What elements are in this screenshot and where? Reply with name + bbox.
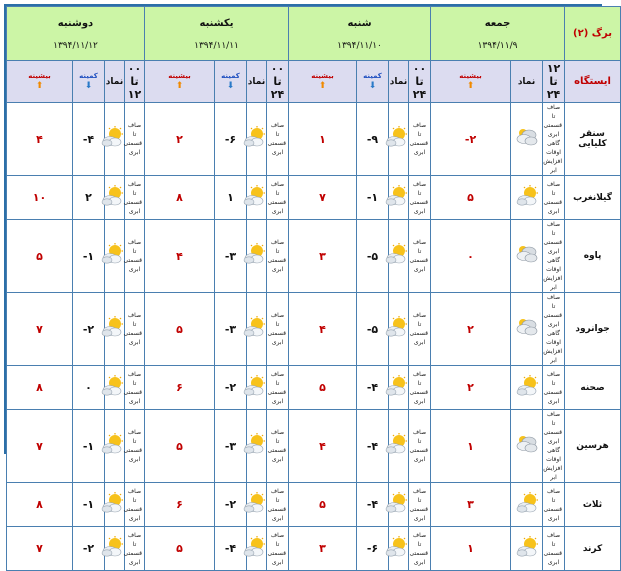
max-temp: ۵ bbox=[145, 410, 215, 483]
station-name: هرسین bbox=[565, 410, 621, 483]
forecast-table-body bbox=[7, 7, 621, 571]
time-range: ۰۰ تا ۲۴ bbox=[409, 61, 431, 103]
max-temp: ۷ bbox=[7, 410, 73, 483]
time-range: ۱۲ تا ۲۴ bbox=[543, 61, 565, 103]
arrow-down-icon: ⬇ bbox=[226, 80, 235, 91]
min-temp: ۴- bbox=[357, 483, 389, 527]
min-temp: ۰ bbox=[73, 366, 105, 410]
weather-symbol-cell bbox=[389, 103, 409, 176]
weather-symbol-cell bbox=[105, 483, 125, 527]
day-date: ۱۳۹۴/۱۱/۱۰ bbox=[337, 41, 382, 51]
max-temp: ۶ bbox=[145, 483, 215, 527]
weather-symbol-cell bbox=[247, 293, 267, 366]
partly-cloudy-icon bbox=[242, 316, 266, 342]
partly-cloudy-icon bbox=[100, 185, 124, 211]
condition-text: صاف تا قسمتی ابری bbox=[409, 220, 431, 293]
min-header bbox=[215, 61, 247, 103]
partly-cloudy-icon bbox=[242, 536, 266, 562]
min-temp: ۲- bbox=[73, 293, 105, 366]
partly-cloudy-icon bbox=[100, 536, 124, 562]
day-header-1 bbox=[431, 7, 565, 61]
arrow-up-icon: ⬆ bbox=[466, 80, 475, 91]
weather-symbol-cell bbox=[105, 103, 125, 176]
condition-text: صاف تا قسمتی ابری bbox=[125, 410, 145, 483]
partly-cloudy-icon bbox=[384, 316, 408, 342]
partly-cloudy-icon bbox=[515, 375, 539, 401]
weather-symbol-cell bbox=[389, 410, 409, 483]
partly-cloudy-icon bbox=[384, 126, 408, 152]
min-temp: ۳- bbox=[215, 293, 247, 366]
column-header-row bbox=[7, 61, 621, 103]
condition-text: صاف تا قسمتی ابری bbox=[267, 176, 289, 220]
min-temp: ۳- bbox=[215, 220, 247, 293]
partly-cloudy-icon bbox=[384, 433, 408, 459]
weather-symbol-cell bbox=[511, 527, 543, 571]
partly-cloudy-icon bbox=[515, 536, 539, 562]
forecast-table bbox=[6, 6, 621, 571]
condition-text: صاف تا قسمتی ابری گاهی اوقات افزایش ابر bbox=[543, 220, 565, 293]
partly-cloudy-icon bbox=[515, 492, 539, 518]
max-temp: ۲ bbox=[431, 293, 511, 366]
min-temp: ۲ bbox=[73, 176, 105, 220]
time-range: ۰۰ تا ۱۲ bbox=[125, 61, 145, 103]
weather-symbol-cell bbox=[247, 220, 267, 293]
condition-text: صاف تا قسمتی ابری گاهی اوقات افزایش ابر bbox=[543, 103, 565, 176]
weather-symbol-cell bbox=[389, 220, 409, 293]
weather-symbol-cell bbox=[105, 176, 125, 220]
max-temp: ۵ bbox=[145, 293, 215, 366]
max-label: بیشینه bbox=[28, 71, 51, 80]
condition-text: صاف تا قسمتی ابری گاهی اوقات افزایش ابر bbox=[543, 410, 565, 483]
max-label: بیشینه bbox=[459, 71, 482, 80]
condition-text: صاف تا قسمتی ابری bbox=[409, 527, 431, 571]
partly-cloudy-icon bbox=[384, 243, 408, 269]
partly-cloudy-icon bbox=[242, 243, 266, 269]
min-temp: ۲- bbox=[215, 366, 247, 410]
condition-text: صاف تا قسمتی ابری bbox=[267, 527, 289, 571]
min-temp: ۱- bbox=[73, 220, 105, 293]
day-header-4 bbox=[7, 7, 145, 61]
max-temp: ۷ bbox=[7, 293, 73, 366]
max-temp: ۰ bbox=[431, 220, 511, 293]
condition-text: صاف تا قسمتی ابری bbox=[267, 220, 289, 293]
arrow-down-icon: ⬇ bbox=[368, 80, 377, 91]
station-name: ثلاث bbox=[565, 483, 621, 527]
forecast-sheet bbox=[4, 4, 613, 566]
weather-symbol-cell bbox=[105, 527, 125, 571]
max-temp: ۴ bbox=[289, 410, 357, 483]
partly-cloudy-icon bbox=[515, 185, 539, 211]
condition-text: صاف تا قسمتی ابری گاهی اوقات افزایش ابر bbox=[543, 293, 565, 366]
max-temp: ۷ bbox=[289, 176, 357, 220]
max-temp: ۷ bbox=[7, 527, 73, 571]
condition-text: صاف تا قسمتی ابری bbox=[125, 220, 145, 293]
partly-cloudy-icon bbox=[100, 243, 124, 269]
partly-cloudy-icon bbox=[384, 375, 408, 401]
partly-cloudy-icon bbox=[242, 126, 266, 152]
symbol-header: نماد bbox=[511, 61, 543, 103]
max-temp: ۲- bbox=[431, 103, 511, 176]
cloudy-icon bbox=[515, 316, 539, 342]
max-temp: ۳ bbox=[289, 220, 357, 293]
station-name: صحنه bbox=[565, 366, 621, 410]
min-temp: ۲- bbox=[73, 527, 105, 571]
weather-symbol-cell bbox=[247, 366, 267, 410]
symbol-header: نماد bbox=[105, 61, 125, 103]
condition-text: صاف تا قسمتی ابری bbox=[125, 527, 145, 571]
partly-cloudy-icon bbox=[242, 433, 266, 459]
min-temp: ۲- bbox=[215, 483, 247, 527]
condition-text: صاف تا قسمتی ابری bbox=[543, 176, 565, 220]
min-temp: ۱ bbox=[215, 176, 247, 220]
weather-symbol-cell bbox=[389, 483, 409, 527]
partly-cloudy-icon bbox=[100, 433, 124, 459]
max-temp: ۴ bbox=[145, 220, 215, 293]
station-name: پاوه bbox=[565, 220, 621, 293]
min-temp: ۶- bbox=[357, 527, 389, 571]
condition-text: صاف تا قسمتی ابری bbox=[267, 293, 289, 366]
cloudy-icon bbox=[515, 243, 539, 269]
condition-text: صاف تا قسمتی ابری bbox=[125, 103, 145, 176]
max-header bbox=[145, 61, 215, 103]
max-header bbox=[7, 61, 73, 103]
weather-symbol-cell bbox=[247, 176, 267, 220]
max-temp: ۲ bbox=[431, 366, 511, 410]
weather-symbol-cell bbox=[105, 410, 125, 483]
arrow-up-icon: ⬆ bbox=[35, 80, 44, 91]
min-temp: ۱- bbox=[357, 176, 389, 220]
weather-symbol-cell bbox=[247, 410, 267, 483]
weather-symbol-cell bbox=[247, 483, 267, 527]
table-row bbox=[7, 293, 621, 366]
weather-symbol-cell bbox=[511, 103, 543, 176]
condition-text: صاف تا قسمتی ابری bbox=[125, 366, 145, 410]
max-temp: ۶ bbox=[145, 366, 215, 410]
max-temp: ۳ bbox=[431, 483, 511, 527]
max-temp: ۵ bbox=[145, 527, 215, 571]
symbol-header: نماد bbox=[389, 61, 409, 103]
weather-symbol-cell bbox=[389, 527, 409, 571]
partly-cloudy-icon bbox=[384, 185, 408, 211]
table-row bbox=[7, 483, 621, 527]
weather-symbol-cell bbox=[511, 366, 543, 410]
day-name: دوشنبه bbox=[57, 18, 94, 29]
condition-text: صاف تا قسمتی ابری bbox=[409, 483, 431, 527]
max-temp: ۵ bbox=[7, 220, 73, 293]
partly-cloudy-icon bbox=[242, 375, 266, 401]
min-temp: ۴- bbox=[215, 527, 247, 571]
min-label: کمینه bbox=[363, 71, 382, 80]
max-header bbox=[289, 61, 357, 103]
condition-text: صاف تا قسمتی ابری bbox=[125, 176, 145, 220]
weather-symbol-cell bbox=[511, 293, 543, 366]
min-temp: ۴- bbox=[357, 410, 389, 483]
min-temp: ۵- bbox=[357, 293, 389, 366]
weather-symbol-cell bbox=[389, 293, 409, 366]
weather-symbol-cell bbox=[389, 176, 409, 220]
arrow-down-icon: ⬇ bbox=[84, 80, 93, 91]
condition-text: صاف تا قسمتی ابری bbox=[267, 410, 289, 483]
time-range: ۰۰ تا ۲۴ bbox=[267, 61, 289, 103]
max-temp: ۵ bbox=[289, 366, 357, 410]
partly-cloudy-icon bbox=[242, 492, 266, 518]
partly-cloudy-icon bbox=[100, 492, 124, 518]
day-header-row bbox=[7, 7, 621, 61]
partly-cloudy-icon bbox=[100, 375, 124, 401]
min-header bbox=[357, 61, 389, 103]
day-date: ۱۳۹۴/۱۱/۹ bbox=[477, 41, 518, 51]
table-row bbox=[7, 366, 621, 410]
min-temp: ۴- bbox=[357, 366, 389, 410]
condition-text: صاف تا قسمتی ابری bbox=[125, 293, 145, 366]
max-temp: ۲ bbox=[145, 103, 215, 176]
day-name: یکشنبه bbox=[199, 18, 234, 29]
day-header-2 bbox=[289, 7, 431, 61]
day-name: جمعه bbox=[484, 18, 511, 29]
max-temp: ۱ bbox=[431, 410, 511, 483]
day-date: ۱۳۹۴/۱۱/۱۱ bbox=[194, 41, 239, 51]
weather-symbol-cell bbox=[511, 410, 543, 483]
condition-text: صاف تا قسمتی ابری bbox=[409, 293, 431, 366]
weather-symbol-cell bbox=[389, 366, 409, 410]
min-temp: ۴- bbox=[73, 103, 105, 176]
max-temp: ۱۰ bbox=[7, 176, 73, 220]
max-header bbox=[431, 61, 511, 103]
weather-symbol-cell bbox=[247, 103, 267, 176]
max-temp: ۱ bbox=[289, 103, 357, 176]
condition-text: صاف تا قسمتی ابری bbox=[409, 103, 431, 176]
partly-cloudy-icon bbox=[384, 492, 408, 518]
station-name: جوانرود bbox=[565, 293, 621, 366]
max-temp: ۴ bbox=[7, 103, 73, 176]
weather-symbol-cell bbox=[511, 483, 543, 527]
min-label: کمینه bbox=[79, 71, 98, 80]
min-temp: ۳- bbox=[215, 410, 247, 483]
weather-symbol-cell bbox=[105, 220, 125, 293]
partly-cloudy-icon bbox=[384, 536, 408, 562]
weather-symbol-cell bbox=[247, 527, 267, 571]
table-row bbox=[7, 220, 621, 293]
condition-text: صاف تا قسمتی ابری bbox=[267, 483, 289, 527]
station-name: سنقر کلیایی bbox=[565, 103, 621, 176]
min-temp: ۱- bbox=[73, 410, 105, 483]
weather-symbol-cell bbox=[105, 366, 125, 410]
min-temp: ۱- bbox=[73, 483, 105, 527]
min-label: کمینه bbox=[221, 71, 240, 80]
day-date: ۱۳۹۴/۱۱/۱۲ bbox=[53, 41, 98, 51]
partly-cloudy-icon bbox=[100, 316, 124, 342]
max-label: بیشینه bbox=[168, 71, 191, 80]
station-name: کرند bbox=[565, 527, 621, 571]
condition-text: صاف تا قسمتی ابری bbox=[267, 366, 289, 410]
max-temp: ۳ bbox=[289, 527, 357, 571]
weather-symbol-cell bbox=[105, 293, 125, 366]
weather-symbol-cell bbox=[511, 220, 543, 293]
condition-text: صاف تا قسمتی ابری bbox=[543, 366, 565, 410]
max-temp: ۵ bbox=[431, 176, 511, 220]
cloudy-icon bbox=[515, 433, 539, 459]
max-temp: ۸ bbox=[7, 483, 73, 527]
condition-text: صاف تا قسمتی ابری bbox=[409, 366, 431, 410]
condition-text: صاف تا قسمتی ابری bbox=[409, 176, 431, 220]
arrow-up-icon: ⬆ bbox=[318, 80, 327, 91]
condition-text: صاف تا قسمتی ابری bbox=[267, 103, 289, 176]
condition-text: صاف تا قسمتی ابری bbox=[409, 410, 431, 483]
max-temp: ۸ bbox=[7, 366, 73, 410]
cloudy-icon bbox=[515, 126, 539, 152]
partly-cloudy-icon bbox=[242, 185, 266, 211]
symbol-header: نماد bbox=[247, 61, 267, 103]
table-row bbox=[7, 527, 621, 571]
min-temp: ۹- bbox=[357, 103, 389, 176]
max-temp: ۸ bbox=[145, 176, 215, 220]
condition-text: صاف تا قسمتی ابری bbox=[543, 483, 565, 527]
table-row bbox=[7, 176, 621, 220]
max-temp: ۱ bbox=[431, 527, 511, 571]
weather-symbol-cell bbox=[511, 176, 543, 220]
station-header: ایستگاه bbox=[565, 61, 621, 103]
table-row bbox=[7, 103, 621, 176]
day-name: شنبه bbox=[347, 18, 372, 29]
condition-text: صاف تا قسمتی ابری bbox=[125, 483, 145, 527]
max-label: بیشینه bbox=[311, 71, 334, 80]
station-name: گیلانغرب bbox=[565, 176, 621, 220]
max-temp: ۵ bbox=[289, 483, 357, 527]
table-row bbox=[7, 410, 621, 483]
arrow-up-icon: ⬆ bbox=[175, 80, 184, 91]
sheet-label: برگ (۲) bbox=[565, 7, 621, 61]
min-temp: ۶- bbox=[215, 103, 247, 176]
day-header-3 bbox=[145, 7, 289, 61]
min-header bbox=[73, 61, 105, 103]
max-temp: ۴ bbox=[289, 293, 357, 366]
min-temp: ۵- bbox=[357, 220, 389, 293]
partly-cloudy-icon bbox=[100, 126, 124, 152]
condition-text: صاف تا قسمتی ابری bbox=[543, 527, 565, 571]
